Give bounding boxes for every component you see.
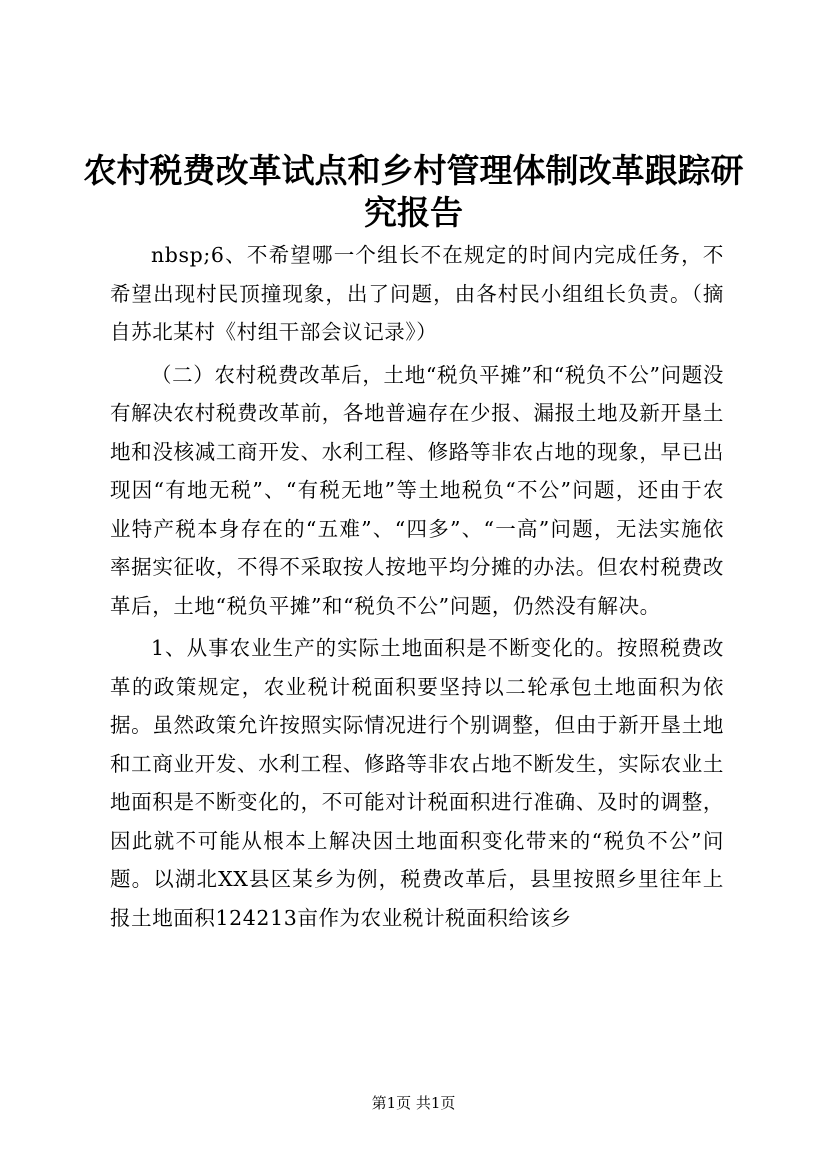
document-title: 农村税费改革试点和乡村管理体制改革跟踪研究报告	[83, 151, 744, 232]
paragraph-2: （二）农村税费改革后，土地“税负平摊”和“税负不公”问题没有解决农村税费改革前，各地普遍存在少报、漏报土地及新开垦土地和没核减工商开发、水利工程、修路等非农占地的现象，早已出现因“有地无税”、“有税无地”等土地税负“不公”问题，还由于农业特产税本身存在的“五难”、“四多”、“一高”问题，无法实施依率据实征收，不得不采取按人按地平均分摊的办法。但农村税费改革后，土地“税负平摊”和“税负不公”问题，仍然没有解决。	[110, 362, 724, 618]
document-body	[110, 236, 724, 937]
page-footer: 第1页 共1页	[371, 1094, 456, 1112]
paragraph-3: 1、从事农业生产的实际土地面积是不断变化的。按照税费改革的政策规定，农业税计税面积要坚持以二轮承包土地面积为依据。虽然政策允许按照实际情况进行个别调整，但由于新开垦土地和工商业开发、水利工程、修路等非农占地不断发生，实际农业土地面积是不断变化的，不可能对计税面积进行准确、及时的调整，因此就不可能从根本上解决因土地面积变化带来的“税负不公”问题。以湖北XX县区某乡为例，税费改革后，县里按照乡里往年上报土地面积124213亩作为农业税计税面积给该乡	[110, 636, 724, 930]
paragraph-1: nbsp;6、不希望哪一个组长不在规定的时间内完成任务，不希望出现村民顶撞现象，出了问题，由各村民小组组长负责。（摘自苏北某村《村组干部会议记录》）	[110, 243, 724, 344]
